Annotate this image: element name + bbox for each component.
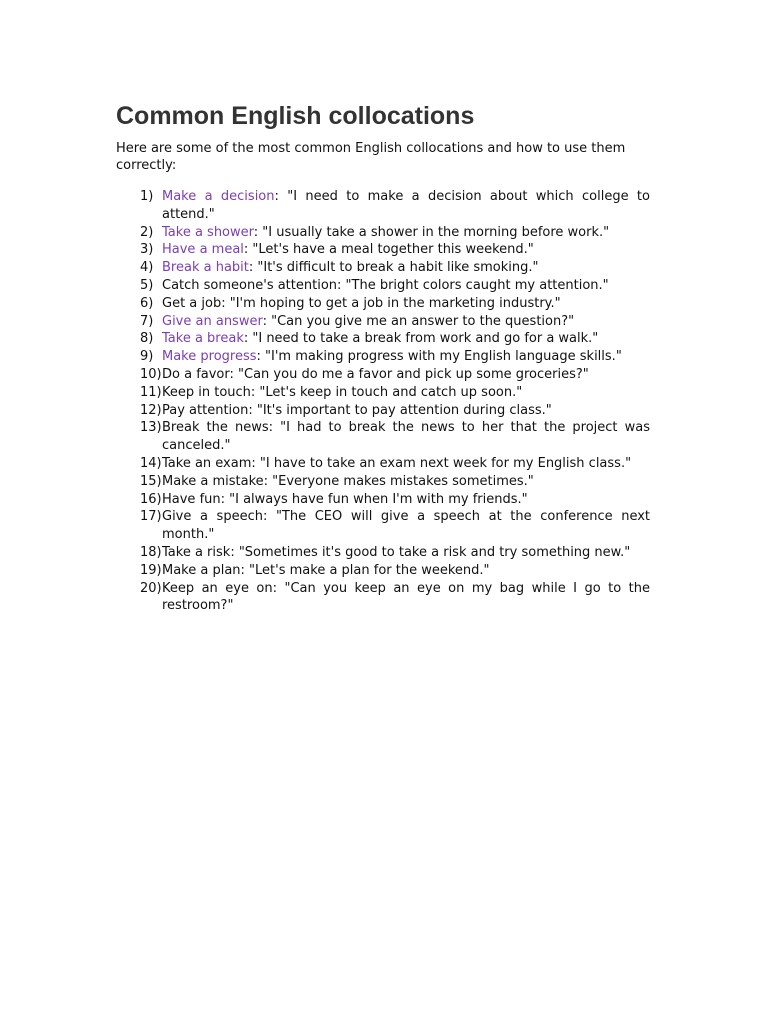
collocation-example: : "It's important to pay attention during class." <box>248 402 552 418</box>
list-item <box>116 384 650 402</box>
list-item-body <box>162 402 650 420</box>
list-item-number: 2) <box>140 224 154 240</box>
list-item <box>116 295 650 313</box>
collocation-example: : "Everyone makes mistakes sometimes." <box>263 473 534 489</box>
collocation-link[interactable]: Break a habit <box>162 260 249 276</box>
list-item-number: 3) <box>140 242 154 258</box>
list-item-number: 10) <box>140 366 162 382</box>
collocation-phrase: Take an exam <box>162 455 252 471</box>
collocation-example: : "Can you give me an answer to the question?" <box>262 313 575 329</box>
list-item-number: 11) <box>140 384 162 400</box>
collocation-example: : "I usually take a shower in the morning before work." <box>253 224 610 240</box>
list-item-number: 13) <box>140 420 162 436</box>
list-item <box>116 259 650 277</box>
collocation-example: : "I have to take an exam next week for my English class." <box>251 455 632 471</box>
list-item-number: 1) <box>140 189 154 204</box>
list-item <box>116 313 650 331</box>
list-item-number: 18) <box>140 544 162 560</box>
list-item-body <box>162 491 650 509</box>
collocation-list <box>116 188 650 615</box>
list-item <box>116 508 650 544</box>
list-item <box>116 277 650 295</box>
collocation-link[interactable]: Take a break <box>162 331 244 347</box>
collocation-example: : "I need to make a decision about which college to attend." <box>162 189 650 222</box>
list-item-number: 20) <box>140 580 162 596</box>
collocation-example: : "Let's have a meal together this weekend." <box>243 242 534 258</box>
list-item-body <box>162 348 650 366</box>
collocation-phrase: Pay attention <box>162 402 249 418</box>
list-item-body <box>162 330 650 348</box>
list-item-number: 8) <box>140 331 154 347</box>
list-item-body <box>162 473 650 491</box>
list-item-body <box>162 419 650 455</box>
list-item-number: 19) <box>140 562 162 578</box>
page-title: Common English collocations <box>116 102 475 130</box>
collocation-example: : "Let's make a plan for the weekend." <box>240 562 490 578</box>
list-item <box>116 330 650 348</box>
list-item <box>116 419 650 455</box>
list-item-number: 7) <box>140 313 154 329</box>
list-item-body <box>162 580 650 616</box>
list-item-number: 4) <box>140 260 154 276</box>
list-item-number: 6) <box>140 295 154 311</box>
collocation-phrase: Have fun <box>162 491 221 507</box>
list-item <box>116 188 650 224</box>
list-item-body <box>162 562 650 580</box>
collocation-phrase: Catch someone's attention <box>162 277 338 293</box>
collocation-link[interactable]: Have a meal <box>162 242 244 258</box>
collocation-link[interactable]: Give an answer <box>162 313 263 329</box>
list-item <box>116 402 650 420</box>
list-item-body <box>162 455 650 473</box>
collocation-phrase: Make a plan <box>162 562 241 578</box>
collocation-phrase: Keep in touch <box>162 384 251 400</box>
collocation-phrase: Break the news <box>162 420 269 436</box>
list-item-number: 12) <box>140 402 162 418</box>
collocation-phrase: Do a favor <box>162 366 230 382</box>
list-item <box>116 455 650 473</box>
list-item-number: 9) <box>140 349 154 365</box>
collocation-phrase: Give a speech <box>162 509 263 525</box>
list-item-number: 16) <box>140 491 162 507</box>
collocation-example: : "Can you do me a favor and pick up some groceries?" <box>229 366 589 382</box>
collocation-phrase: Keep an eye on <box>162 580 273 596</box>
list-item-body <box>162 508 650 544</box>
collocation-example: : "I had to break the news to her that the project was canceled." <box>162 420 650 454</box>
collocation-example: : "Can you keep an eye on my bag while I go to the restroom?" <box>162 580 650 614</box>
list-item-body <box>162 384 650 402</box>
list-item-number: 5) <box>140 277 154 293</box>
collocation-link[interactable]: Make progress <box>162 349 257 365</box>
intro-paragraph: Here are some of the most common English collocations and how to use them correctly: <box>116 141 626 173</box>
collocation-example: : "I need to take a break from work and go for a walk." <box>243 331 599 347</box>
collocation-phrase: Make a mistake <box>162 473 264 489</box>
list-item-body <box>162 259 650 277</box>
list-item-body <box>162 544 650 562</box>
list-item <box>116 241 650 259</box>
list-item <box>116 491 650 509</box>
list-item-number: 14) <box>140 455 162 471</box>
list-item <box>116 224 650 242</box>
list-item-body <box>162 366 650 384</box>
list-item-number: 15) <box>140 473 162 489</box>
list-item-body <box>162 241 650 259</box>
list-item-body <box>162 224 650 242</box>
collocation-example: : "Sometimes it's good to take a risk and try something new." <box>230 544 631 560</box>
list-item <box>116 348 650 366</box>
list-item-body <box>162 188 650 224</box>
collocation-phrase: Get a job <box>162 295 222 311</box>
collocation-example: : "The CEO will give a speech at the conference next month." <box>162 509 651 543</box>
collocation-link[interactable]: Make a decision <box>162 189 275 204</box>
list-item <box>116 562 650 580</box>
collocation-example: : "The bright colors caught my attention." <box>337 277 609 293</box>
collocation-phrase: Take a risk <box>162 544 231 560</box>
list-item <box>116 366 650 384</box>
list-item-body <box>162 277 650 295</box>
collocation-example: : "I always have fun when I'm with my friends." <box>220 491 528 507</box>
list-item <box>116 580 650 616</box>
collocation-example: : "Let's keep in touch and catch up soon." <box>250 384 523 400</box>
list-item-body <box>162 313 650 331</box>
collocation-example: : "I'm hoping to get a job in the marketing industry." <box>221 295 561 311</box>
collocation-example: : "I'm making progress with my English language skills." <box>256 349 622 365</box>
list-item <box>116 473 650 491</box>
list-item <box>116 544 650 562</box>
list-item-number: 17) <box>140 509 162 525</box>
document-page <box>116 100 650 615</box>
collocation-link[interactable]: Take a shower <box>162 224 254 240</box>
collocation-example: : "It's difficult to break a habit like smoking." <box>248 260 539 276</box>
list-item-body <box>162 295 650 313</box>
